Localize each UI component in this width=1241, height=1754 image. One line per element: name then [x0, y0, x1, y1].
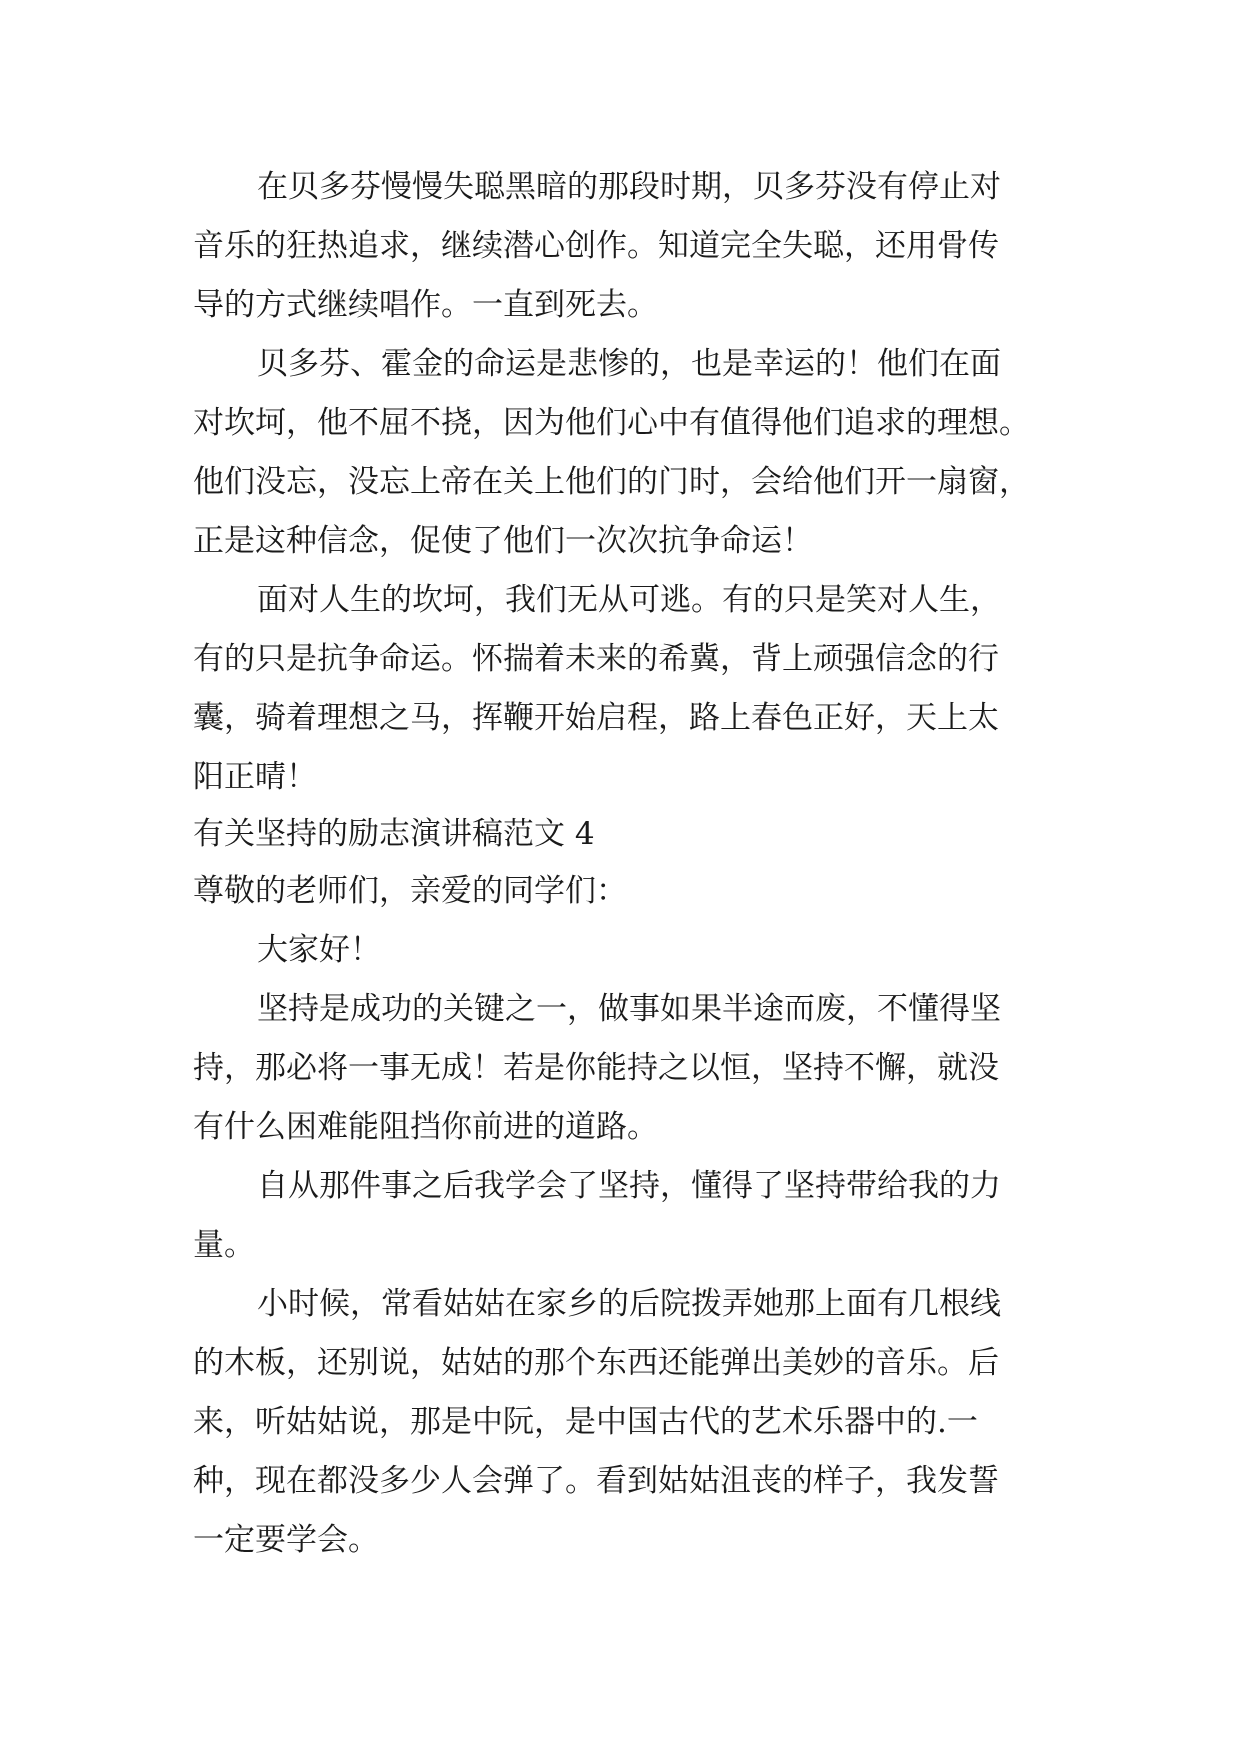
paragraph-line: 有什么困难能阻挡你前进的道路。: [193, 1109, 658, 1145]
paragraph-line: 小时候，常看姑姑在家乡的后院拨弄她那上面有几根线: [257, 1286, 1001, 1322]
paragraph-line: 对坎坷，他不屈不挠，因为他们心中有值得他们追求的理想。: [193, 405, 1030, 441]
paragraph-line: 种，现在都没多少人会弹了。看到姑姑沮丧的样子，我发誓: [193, 1463, 999, 1499]
paragraph-line: 一定要学会。: [193, 1522, 379, 1558]
greeting: 大家好！: [257, 932, 381, 968]
paragraph-line: 自从那件事之后我学会了坚持，懂得了坚持带给我的力: [257, 1168, 1001, 1204]
paragraph-line: 持，那必将一事无成！若是你能持之以恒，坚持不懈，就没: [193, 1050, 999, 1086]
paragraph-line: 来，听姑姑说，那是中阮，是中国古代的艺术乐器中的.一: [193, 1404, 978, 1440]
paragraph-line: 面对人生的坎坷，我们无从可逃。有的只是笑对人生，: [257, 582, 1001, 618]
paragraph-line: 音乐的狂热追求，继续潜心创作。知道完全失聪，还用骨传: [193, 228, 999, 264]
paragraph-line: 量。: [193, 1227, 255, 1263]
section-heading: 有关坚持的励志演讲稿范文 4: [193, 816, 595, 852]
paragraph-line: 的木板，还别说，姑姑的那个东西还能弹出美妙的音乐。后: [193, 1345, 999, 1381]
salutation: 尊敬的老师们，亲爱的同学们：: [193, 873, 627, 909]
paragraph-line: 有的只是抗争命运。怀揣着未来的希冀，背上顽强信念的行: [193, 641, 999, 677]
paragraph-line: 导的方式继续唱作。一直到死去。: [193, 287, 658, 323]
paragraph-line: 贝多芬、霍金的命运是悲惨的，也是幸运的！他们在面: [257, 346, 1001, 382]
paragraph-line: 他们没忘，没忘上帝在关上他们的门时，会给他们开一扇窗，: [193, 464, 1030, 500]
paragraph-line: 囊，骑着理想之马，挥鞭开始启程，路上春色正好，天上太: [193, 700, 999, 736]
paragraph-line: 正是这种信念，促使了他们一次次抗争命运！: [193, 523, 813, 559]
paragraph-line: 坚持是成功的关键之一，做事如果半途而废，不懂得坚: [257, 991, 1001, 1027]
paragraph-line: 在贝多芬慢慢失聪黑暗的那段时期，贝多芬没有停止对: [257, 169, 1001, 205]
paragraph-line: 阳正晴！: [193, 759, 317, 795]
